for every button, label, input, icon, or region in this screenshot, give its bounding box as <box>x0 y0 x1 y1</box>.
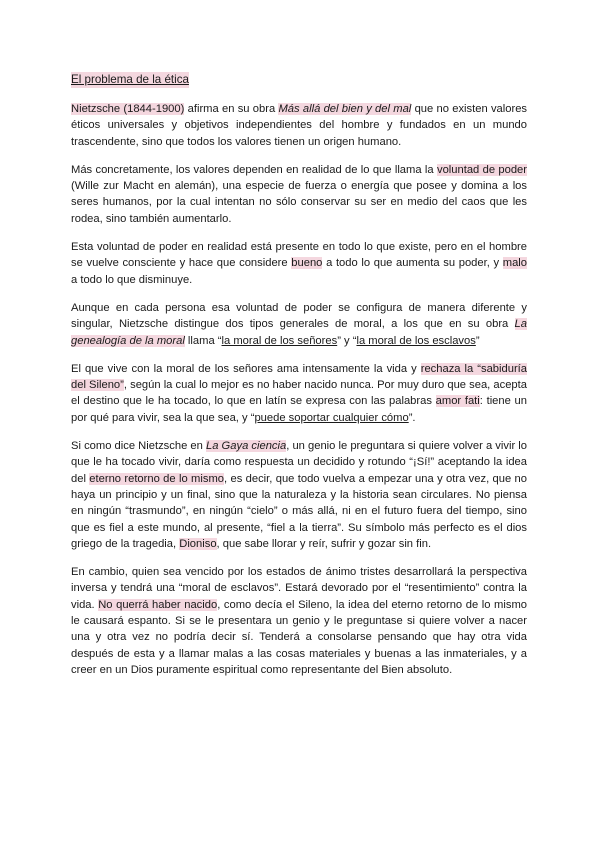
paragraph-5 <box>71 361 527 426</box>
text: que no existen valores éticos universales y objetivos independientes del hombre y fundados en un mundo trascendente, sino que todos los valores tienen un origen humano. <box>71 103 528 148</box>
paragraph-4 <box>71 300 527 349</box>
paragraph-6 <box>71 438 527 552</box>
term-highlight: rechaza la “sabiduría del Sileno” <box>71 362 528 392</box>
document-page <box>71 70 527 690</box>
text: a todo lo que disminuye. <box>71 273 193 286</box>
term-highlight: No querrá haber nacido <box>98 598 218 611</box>
underlined-term: la moral de los señores <box>221 334 338 347</box>
text: ” y “ <box>337 334 357 347</box>
page-title: El problema de la ética <box>71 73 189 86</box>
author-highlight: Nietzsche (1844-1900) <box>71 103 185 115</box>
text: , es decir, que todo vuelva a empezar una y otra vez, que no haya un principio y un final, sino que la naturaleza y la historia sean circulares. No piensa en ningún “trasmundo”, en ningún “cielo” o más allá, ni en el futuro fuera del tiempo, sino que es fiel a este mundo, al presente, “fiel a la tierra”. Su símbolo más perfecto es el dios griego de la tragedia, <box>71 472 528 550</box>
underlined-term: la moral de los esclavos <box>356 334 476 347</box>
text: llama “ <box>184 334 222 347</box>
term-highlight: eterno retorno de lo mismo <box>89 472 224 485</box>
text: En cambio, quien sea vencido por los estados de ánimo tristes desarrollará la perspectiva inversa y tendrá una “moral de esclavos”. Estará devorado por el “resentimiento” contra la vida. <box>71 566 527 611</box>
text: afirma en su obra <box>184 103 279 115</box>
text: Si como dice Nietzsche en <box>71 440 206 453</box>
text: , como decía el Sileno, la idea del eterno retorno de lo mismo le causará espanto. Si se le presentara un genio y le preguntase si quiere volver a nacer una y otra vez no podría decir sí. Tenderá a consolarse pensando que hay otra vida después de esta y a llamar malas a las cosas materiales y buenas a las inmateriales, y a creer en un Dios puramente espiritual como representante del Bien absoluto. <box>71 598 527 676</box>
text: ”. <box>408 411 416 424</box>
text: , un genio le preguntara si quiere volver a vivir lo que le ha tocado vivir, daría como respuesta un decidido y rotundo “¡Sí!” aceptando la idea del <box>71 440 527 485</box>
book-title-highlight: La genealogía de la moral <box>71 318 527 347</box>
term-highlight: voluntad de poder <box>436 163 527 176</box>
book-title-highlight: La Gaya ciencia <box>205 440 287 453</box>
text: Aunque en cada persona esa voluntad de poder se configura de manera diferente y singular, Nietzsche distingue dos tipos generales de moral, a los que en su obra <box>71 301 527 331</box>
paragraph-3 <box>71 239 527 288</box>
text: (Wille zur Macht en alemán), una especie de fuerza o energía que posee y domina a los seres humanos, por la cual intentan no sólo conservar su ser en medio del caos que les rodea, sino también aumentarlo. <box>71 180 527 225</box>
term-highlight: malo <box>502 257 527 270</box>
term-highlight: Dioniso <box>179 537 217 550</box>
paragraph-2 <box>71 162 527 227</box>
text: : tiene un por qué para vivir, sea la que sea, y “ <box>71 395 527 424</box>
paragraph-1 <box>71 101 527 150</box>
term-highlight: bueno <box>291 257 323 270</box>
text: Más concretamente, los valores dependen en realidad de lo que llama la <box>71 163 437 176</box>
underlined-term: puede soportar cualquier cómo <box>254 411 409 424</box>
text: ” <box>475 334 480 347</box>
text: El que vive con la moral de los señores ama intensamente la vida y <box>71 362 421 375</box>
book-title-highlight: Más allá del bien y del mal <box>278 103 412 115</box>
text: , según la cual lo mejor es no haber nacido nunca. Por muy duro que sea, acepta el destino que le ha tocado, lo que en latín se expresa con las palabras <box>71 379 527 408</box>
text: , que sabe llorar y reír, sufrir y gozar sin fin. <box>216 537 432 550</box>
text: Esta voluntad de poder en realidad está presente en todo lo que existe, pero en el hombre se vuelve consciente y hace que considere <box>71 241 527 270</box>
text: a todo lo que aumenta su poder, y <box>322 257 503 270</box>
term-highlight: amor fati <box>435 395 480 408</box>
paragraph-7 <box>71 564 527 678</box>
